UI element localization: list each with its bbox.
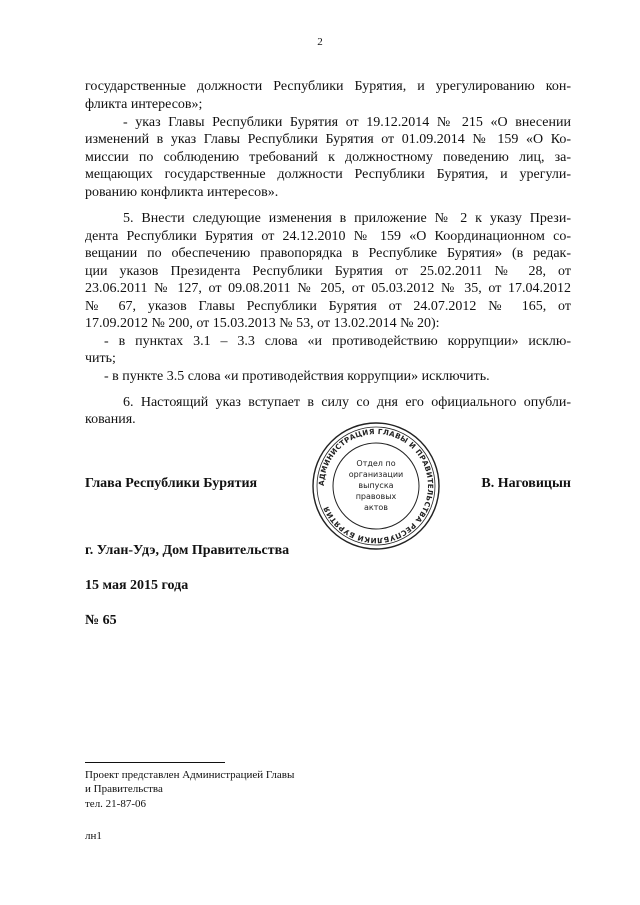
footer-divider <box>85 762 225 763</box>
text-line: - указ Главы Республики Бурятия от 19.12.2014 № 215 «О внесении <box>123 115 571 130</box>
signatory-position: Глава Республики Бурятия <box>85 476 258 491</box>
text-line: 6. Настоящий указ вступает в силу со дня его официального опубли- <box>123 395 571 410</box>
text-line: 23.06.2011 № 127, от 09.08.2011 № 205, от 05.03.2012 № 35, от 17.04.2012 <box>85 281 571 296</box>
place: г. Улан-Удэ, Дом Правительства <box>85 543 290 558</box>
footer-line: Проект представлен Администрацией Главы <box>85 769 295 781</box>
footer-initials: лн1 <box>85 830 102 842</box>
text-line: мещающих государственные должности Республики Бурятия, и урегули- <box>85 167 571 182</box>
footer-line: и Правительства <box>85 783 163 795</box>
stamp-line: Отдел по <box>356 459 396 468</box>
stamp-line: правовых <box>355 492 397 501</box>
text-line: фликта интересов»; <box>85 97 203 112</box>
signatory-name: В. Наговицын <box>481 476 571 491</box>
text-line: изменений в указ Главы Республики Бурятия от 01.09.2014 № 159 «О Ко- <box>85 132 571 147</box>
text-line: вещании по обеспечению правопорядка в Республике Бурятия» (в редак- <box>85 246 571 261</box>
footer-phone: тел. 21-87-06 <box>85 798 147 810</box>
stamp-line: организации <box>348 470 404 479</box>
stamp-ring-text: АДМИНИСТРАЦИЯ ГЛАВЫ И ПРАВИТЕЛЬСТВА РЕСПУБЛИКИ БУРЯТИЯ <box>316 426 436 546</box>
text-line: кования. <box>85 412 136 427</box>
stamp-line: актов <box>363 503 389 512</box>
text-line: ции указов Президента Республики Бурятия от 25.02.2011 № 28, от <box>85 264 571 279</box>
text-line: рованию конфликта интересов». <box>85 185 279 200</box>
official-stamp <box>310 420 442 552</box>
text-line: чить; <box>85 351 116 366</box>
text-line: - в пунктах 3.1 – 3.3 слова «и противодействию коррупции» исклю- <box>104 334 571 349</box>
text-line: государственные должности Республики Бурятия, и урегулированию кон- <box>85 79 571 94</box>
decree-date: 15 мая 2015 года <box>85 578 189 593</box>
text-line: 5. Внести следующие изменения в приложение № 2 к указу Прези- <box>123 211 571 226</box>
decree-number: № 65 <box>85 613 117 628</box>
text-line: дента Республики Бурятия от 24.12.2010 № 159 «О Координационном со- <box>85 229 571 244</box>
text-line: № 67, указов Главы Республики Бурятия от 24.07.2012 № 165, от <box>85 299 571 314</box>
page-number: 2 <box>317 36 323 48</box>
text-line: - в пункте 3.5 слова «и противодействия коррупции» исключить. <box>104 369 490 384</box>
stamp-line: выпуска <box>358 481 394 490</box>
text-line: 17.09.2012 № 200, от 15.03.2013 № 53, от 13.02.2014 № 20): <box>85 316 440 331</box>
text-line: миссии по соблюдению требований к должностному поведению лиц, за- <box>85 150 571 165</box>
